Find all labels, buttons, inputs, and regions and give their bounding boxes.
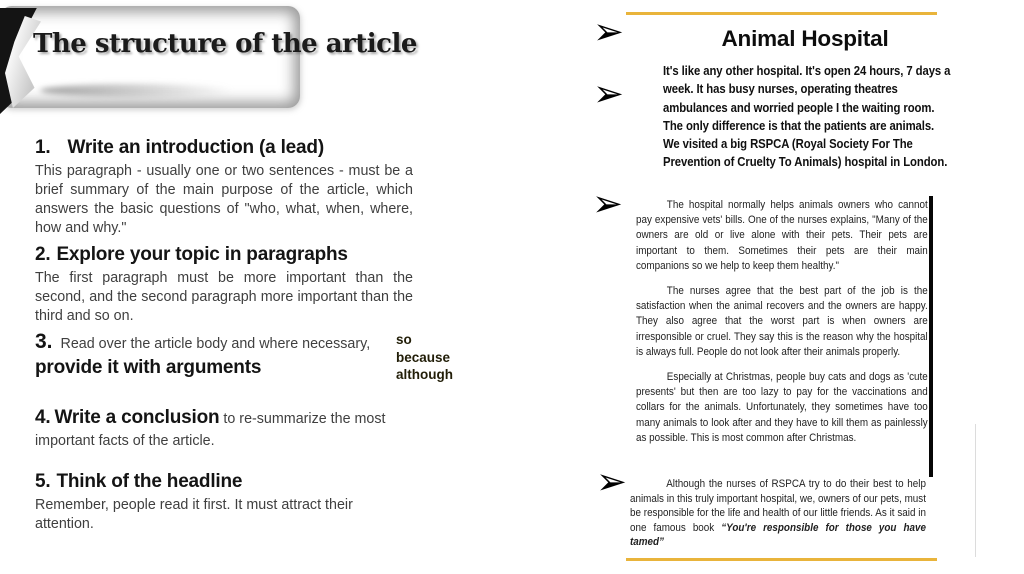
article-vertical-bar	[929, 196, 933, 477]
connector-word-so: so	[396, 332, 412, 347]
point-4	[35, 407, 413, 452]
connector-words	[396, 331, 453, 384]
point-2-heading	[35, 243, 413, 266]
point-2	[35, 243, 413, 326]
point-1-body: This paragraph - usually one or two sentences - must be a brief summary of the main purpose of the article, which answers the basic questions of "who, what, when, where, how and why."	[35, 163, 413, 236]
point-3-number: 3.	[35, 330, 53, 353]
point-4-heading-text: Write a conclusion	[54, 407, 220, 428]
point-1-number: 1.	[35, 137, 51, 158]
article-title: Animal Hospital	[721, 26, 889, 51]
article-paragraph-1: The hospital normally helps animals owners who cannot pay expensive vets' bills. One of the nurses explains, "Many of the owners are old or live alone with their pets. Their pets are important to them. Sometimes their pets are their main companions so we help to keep them healthy."	[636, 199, 928, 272]
point-1	[35, 136, 413, 238]
connector-word-because: because	[396, 349, 451, 365]
point-5-heading	[35, 470, 413, 493]
point-4-number: 4.	[35, 407, 51, 428]
article-paragraph-3: Especially at Christmas, people buy cats and dogs as 'cute presents' but then are too lazy to pay for the vaccinations and collars for the animals. Unfortunately, they sometimes have too many animals to look after and they have to kill them as painlessly as possible. This is most common after Christmas.	[636, 371, 928, 444]
point-1-heading	[35, 136, 413, 159]
point-5	[35, 470, 413, 534]
point-5-heading-text: Think of the headline	[56, 471, 243, 492]
slide-title: The structure of the article	[33, 29, 417, 59]
article-closing-paragraph	[630, 477, 926, 550]
point-3-lead-in: Read over the article body and where necessary,	[60, 336, 371, 352]
textbox-edge-line	[975, 424, 976, 557]
point-5-number: 5.	[35, 471, 51, 492]
arrow-bullet-icon: ➢	[593, 10, 625, 53]
point-2-number: 2.	[35, 244, 51, 265]
point-5-body: Remember, people read it first. It must attract their attention.	[35, 497, 353, 532]
article-intro-paragraph: It's like any other hospital. It's open 24 hours, 7 days a week. It has busy nurses, operating theatres ambulances and worried people I the waiting room. The only difference is that the patients are animals. We visited a big RSPCA (Royal Society For The Prevention of Cruelty To Animals) hospital in London.	[663, 64, 951, 170]
banner-shadow-smudge	[40, 84, 235, 97]
top-accent-line	[626, 12, 937, 15]
arrow-bullet-icon: ➢	[596, 460, 628, 503]
point-4-line	[35, 407, 413, 452]
article-paragraph-2: The nurses agree that the best part of the job is the satisfaction when the animal recovers and the owners are happy. They also agree that the worst part is when owners are irresponsible or cruel. They say this is the reason why the hospital is always full. People do not look after their animals properly.	[636, 285, 928, 358]
point-4-tail: to re-summarize the most important facts of the article.	[35, 411, 386, 449]
point-3-heading: provide it with arguments	[35, 357, 262, 378]
arrow-bullet-icon: ➢	[593, 72, 625, 115]
point-1-heading-text: Write an introduction (a lead)	[67, 137, 324, 158]
point-3	[35, 332, 413, 379]
point-2-heading-text: Explore your topic in paragraphs	[56, 244, 348, 265]
bottom-accent-line	[626, 558, 937, 561]
closing-quote: “You're responsible for those you have tamed”	[630, 521, 926, 549]
point-2-body: The first paragraph must be more important than the second, and the second paragraph more important than the third and so on.	[35, 270, 413, 324]
closing-text: Although the nurses of RSPCA try to do their best to help animals in this truly important hospital, we, owners of our pets, must be responsible for the life and health of our little friends. As it said in one famous book	[630, 478, 926, 534]
point-3-lead-line	[35, 332, 413, 354]
article-body	[636, 198, 928, 456]
connector-word-although: although	[396, 367, 453, 382]
arrow-bullet-icon: ➢	[592, 182, 624, 225]
